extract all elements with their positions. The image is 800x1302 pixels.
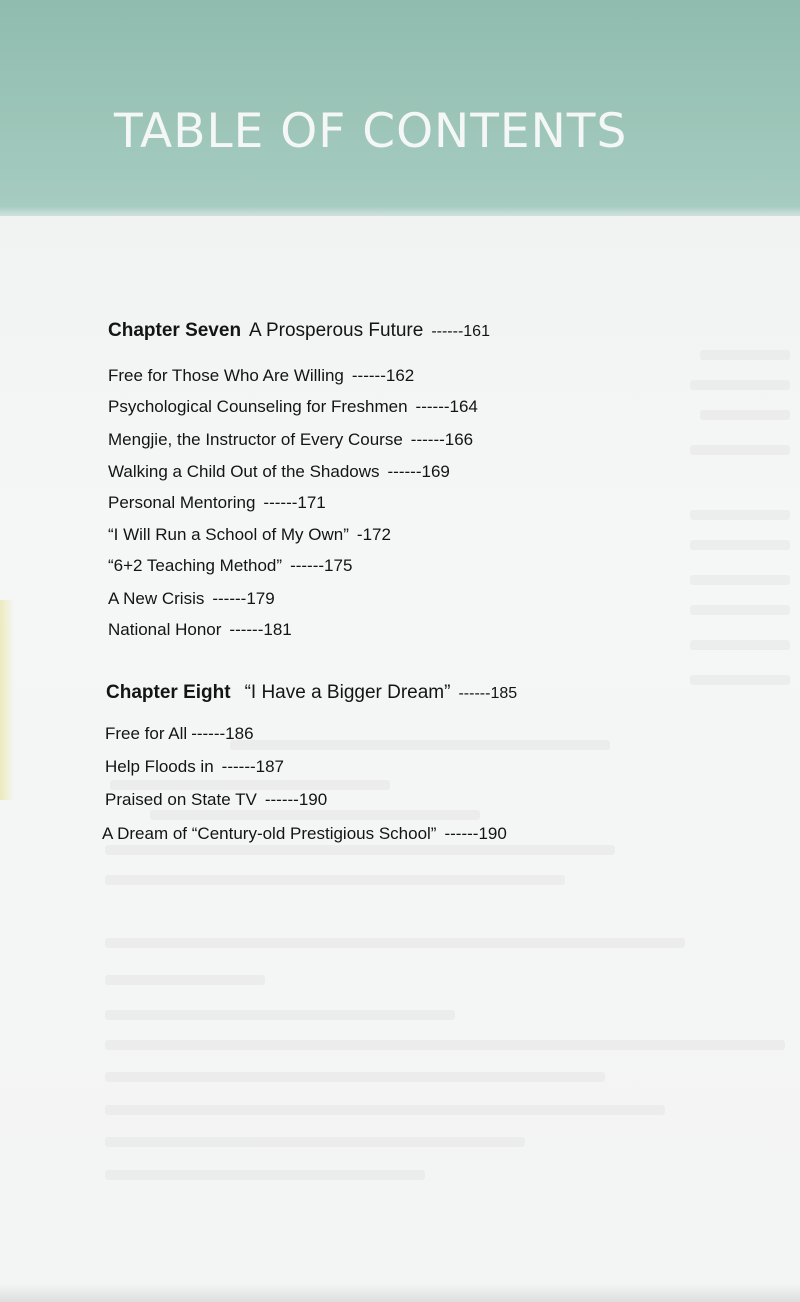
- entry-title: Free for All: [105, 724, 188, 743]
- entry-title: A Dream of “Century-old Prestigious School”: [102, 824, 437, 843]
- toc-entry: [105, 757, 284, 777]
- page-number: 190: [478, 824, 507, 843]
- leader-dashes: ------: [263, 493, 298, 512]
- page-bottom-shadow: [0, 1284, 800, 1302]
- toc-entry: [108, 462, 450, 482]
- page-number: 172: [362, 525, 391, 544]
- leader-dashes: ------: [229, 620, 264, 639]
- chapter-heading: [108, 320, 490, 342]
- page-edge-tint: [0, 600, 14, 800]
- leader-dashes: ------: [458, 685, 491, 702]
- page-number: 171: [297, 493, 326, 512]
- entry-title: Free for Those Who Are Willing: [108, 366, 344, 385]
- chapter-name: “I Have a Bigger Dream”: [244, 682, 451, 703]
- toc-entry: [102, 824, 507, 844]
- leader-dashes: ------: [410, 430, 445, 449]
- entry-title: Personal Mentoring: [108, 493, 256, 512]
- toc-entry: [108, 589, 275, 609]
- entry-title: Psychological Counseling for Freshmen: [108, 397, 408, 416]
- entry-title: Walking a Child Out of the Shadows: [108, 462, 380, 481]
- entry-title: A New Crisis: [108, 589, 205, 608]
- entry-title: National Honor: [108, 620, 222, 639]
- leader-dashes: -: [356, 525, 363, 544]
- page-number: 179: [246, 589, 275, 608]
- leader-dashes: ------: [387, 462, 422, 481]
- entry-title: “6+2 Teaching Method”: [108, 556, 283, 575]
- entry-title: “I Will Run a School of My Own”: [108, 525, 349, 544]
- leader-dashes: ------: [444, 824, 479, 843]
- leader-dashes: ------: [351, 366, 386, 385]
- page-number: 166: [444, 430, 474, 449]
- toc-entry: [105, 790, 327, 810]
- page-number: 190: [298, 790, 328, 809]
- page-number: 187: [255, 757, 285, 776]
- page-title: TABLE OF CONTENTS: [114, 104, 628, 159]
- chapter-heading: [106, 682, 517, 704]
- toc-entry: [108, 397, 478, 417]
- leader-dashes: ------: [264, 790, 299, 809]
- leader-dashes: ------: [290, 556, 325, 575]
- chapter-number: Chapter Eight: [106, 682, 231, 703]
- toc-entry: [105, 724, 254, 744]
- leader-dashes: ------: [212, 589, 247, 608]
- leader-dashes: ------: [221, 757, 256, 776]
- entry-title: Mengjie, the Instructor of Every Course: [108, 430, 403, 449]
- entry-title: Praised on State TV: [105, 790, 257, 809]
- page-number: 181: [263, 620, 292, 639]
- leader-dashes: ------: [191, 724, 226, 743]
- chapter-number: Chapter Seven: [108, 320, 242, 341]
- toc-entry: [108, 493, 326, 513]
- page-number: 161: [463, 323, 490, 340]
- toc-entry: [108, 430, 473, 450]
- toc-entry: [108, 556, 352, 576]
- toc-entry: [108, 525, 391, 545]
- entry-title: Help Floods in: [105, 757, 214, 776]
- page-number: 186: [225, 724, 254, 743]
- page-number: 169: [421, 462, 450, 481]
- page-number: 185: [490, 685, 518, 702]
- page-number: 164: [449, 397, 478, 416]
- leader-dashes: ------: [415, 397, 450, 416]
- leader-dashes: ------: [431, 323, 464, 340]
- page-number: 162: [385, 366, 415, 385]
- page-number: 175: [324, 556, 353, 575]
- toc-entry: [108, 366, 414, 386]
- chapter-name: A Prosperous Future: [249, 320, 424, 341]
- toc-entry: [108, 620, 292, 640]
